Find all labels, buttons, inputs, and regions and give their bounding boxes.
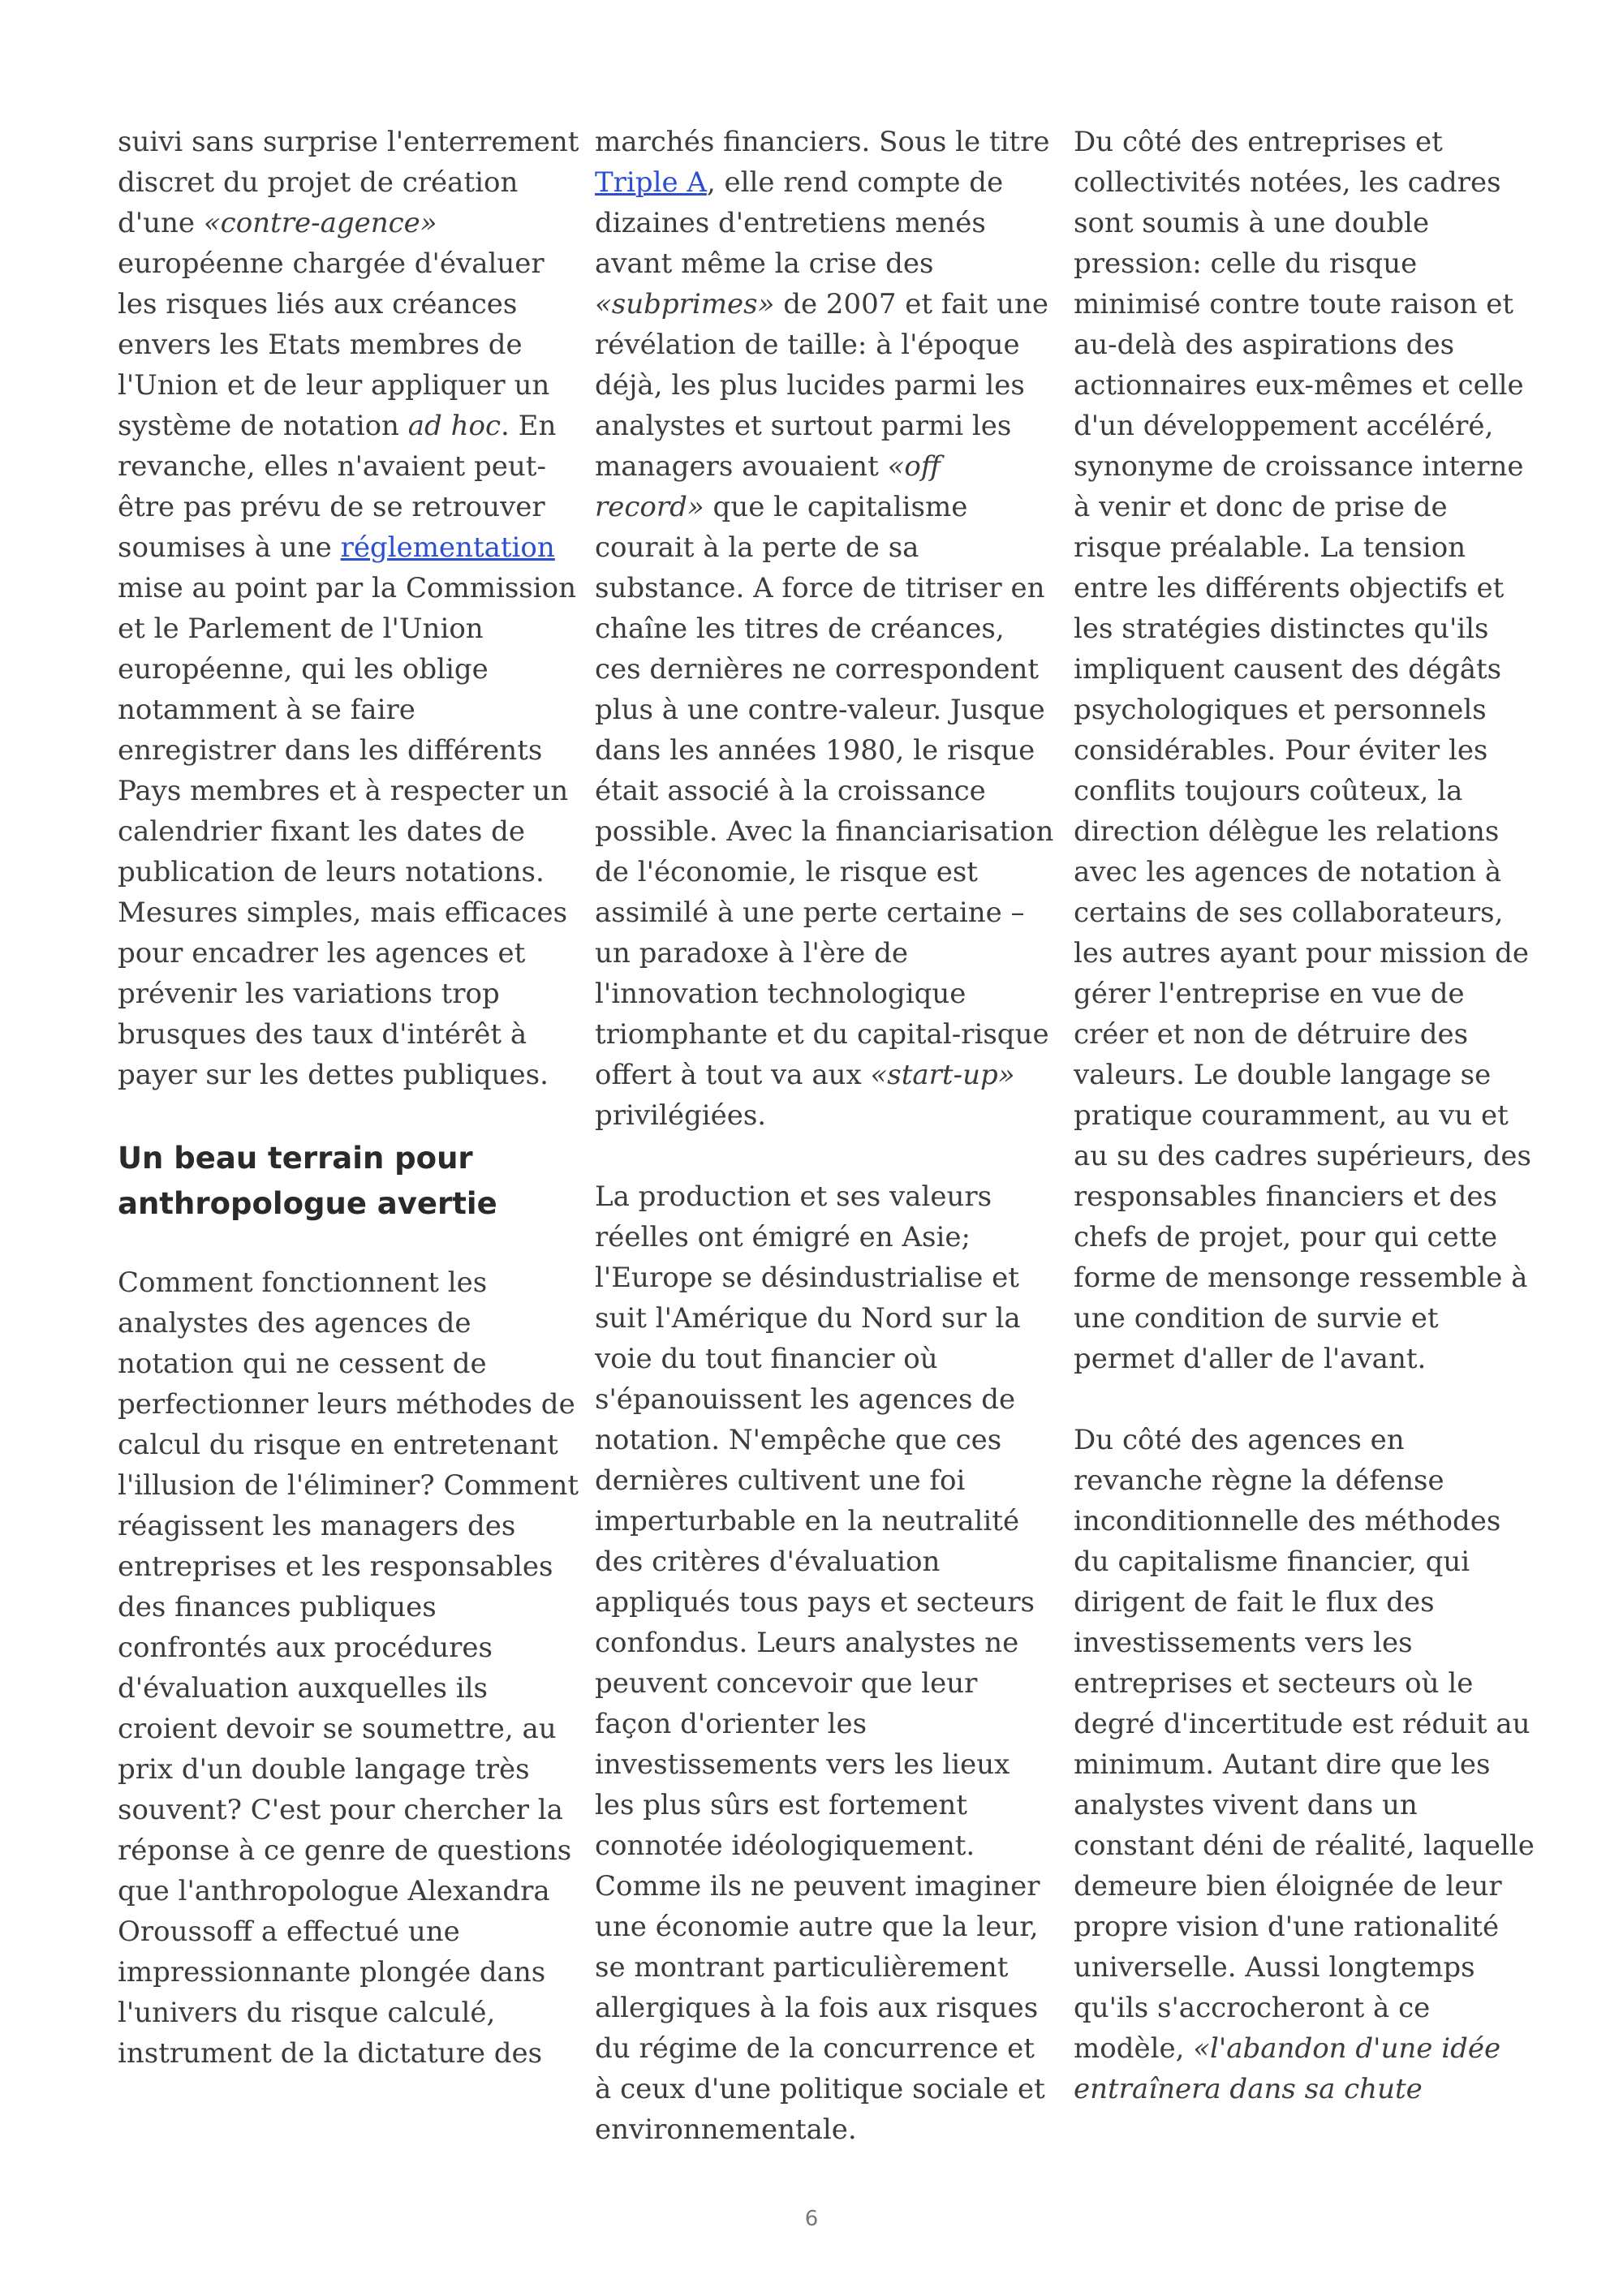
- paragraph: suivi sans surprise l'enterrement discret du projet de création d'une «contre-agence» européenne chargée d'évaluer les risques liés aux créances envers les Etats membres de l'Union et de leur appliquer un système de notation ad hoc. En revanche, elles n'avaient peut-être pas prévu de se retrouver soumises à une réglementation mise au point par la Commission et le Parlement de l'Union européenne, qui les oblige notamment à se faire enregistrer dans les différents Pays membres et à respecter un calendrier fixant les dates de publication de leurs notations. Mesures simples, mais efficaces pour encadrer les agences et prévenir les variations trop brusques des taux d'intérêt à payer sur les dettes publiques.: [118, 126, 579, 1091]
- emphasis-subprimes: «subprimes»: [595, 288, 775, 320]
- column-1: [118, 122, 580, 2074]
- emphasis-ad-hoc: ad hoc: [407, 410, 502, 442]
- link-reglementation[interactable]: réglementation: [340, 531, 555, 564]
- emphasis-quote: «l'abandon d'une idée entraînera dans sa chute: [1074, 2032, 1501, 2105]
- emphasis-start-up: «start-up»: [870, 1059, 1015, 1091]
- emphasis-contre-agence: «contre-agence»: [203, 207, 437, 239]
- paragraph: Comment fonctionnent les analystes des agences de notation qui ne cessent de perfectionner leurs méthodes de calcul du risque en entretenant l'illusion de l'éliminer? Comment réagissent les managers des entreprises et les responsables des finances publiques confrontés aux procédures d'évaluation auxquelles ils croient devoir se soumettre, au prix d'un double langage très souvent? C'est pour chercher la réponse à ce genre de questions que l'anthropologue Alexandra Oroussoff a effectué une impressionnante plongée dans l'univers du risque calculé, instrument de la dictature des: [118, 1266, 579, 2070]
- paragraph: Du côté des agences en revanche règne la défense inconditionnelle des méthodes du capitalisme financier, qui dirigent de fait le flux des investissements vers les entreprises et secteurs où le degré d'incertitude est réduit au minimum. Autant dire que les analystes vivent dans un constant déni de réalité, laquelle demeure bien éloignée de leur propre vision d'une rationalité universelle. Aussi longtemps qu'ils s'accrocheront à ce modèle, «l'abandon d'une idée entraînera dans sa chute: [1074, 1424, 1535, 2105]
- link-triple-a[interactable]: Triple A: [595, 166, 707, 199]
- paragraph: marchés financiers. Sous le titre Triple A, elle rend compte de dizaines d'entretiens menés avant même la crise des «subprimes» de 2007 et fait une révélation de taille: à l'époque déjà, les plus lucides parmi les analystes et surtout parmi les managers avouaient «off record» que le capitalisme courait à la perte de sa substance. A force de titriser en chaîne les titres de créances, ces dernières ne correspondent plus à une contre-valeur. Jusque dans les années 1980, le risque était associé à la croissance possible. Avec la financiarisation de l'économie, le risque est assimilé à une perte certaine – un paradoxe à l'ère de l'innovation technologique triomphante et du capital-risque offert à tout va aux «start-up» privilégiées.: [595, 126, 1054, 1132]
- page-number: 6: [804, 2207, 819, 2231]
- paragraph: Du côté des entreprises et collectivités notées, les cadres sont soumis à une double pression: celle du risque minimisé contre toute raison et au-delà des aspirations des actionnaires eux-mêmes et celle d'un développement accéléré, synonyme de croissance interne à venir et donc de prise de risque préalable. La tension entre les différents objectifs et les stratégies distinctes qu'ils impliquent causent des dégâts psychologiques et personnels considérables. Pour éviter les conflits toujours coûteux, la direction délègue les relations avec les agences de notation à certains de ses collaborateurs, les autres ayant pour mission de gérer l'entreprise en vue de créer et non de détruire des valeurs. Le double langage se pratique couramment, au vu et au su des cadres supérieurs, des responsables financiers et des chefs de projet, pour qui cette forme de mensonge ressemble à une condition de survie et permet d'aller de l'avant.: [1074, 126, 1532, 1375]
- paragraph: La production et ses valeurs réelles ont émigré en Asie; l'Europe se désindustrialise et suit l'Amérique du Nord sur la voie du tout financier où s'épanouissent les agences de notation. N'empêche que ces dernières cultivent une foi imperturbable en la neutralité des critères d'évaluation appliqués tous pays et secteurs confondus. Leurs analystes ne peuvent concevoir que leur façon d'orienter les investissements vers les lieux les plus sûrs est fortement connotée idéologiquement. Comme ils ne peuvent imaginer une économie autre que la leur, se montrant particulièrement allergiques à la fois aux risques du régime de la concurrence et à ceux d'une politique sociale et environnementale.: [595, 1180, 1045, 2146]
- column-3: [1074, 122, 1536, 2109]
- section-heading: Un beau terrain pour anthropologue avertie: [118, 1141, 497, 1221]
- emphasis-off-record: «off record»: [595, 450, 941, 523]
- column-2: [595, 122, 1057, 2150]
